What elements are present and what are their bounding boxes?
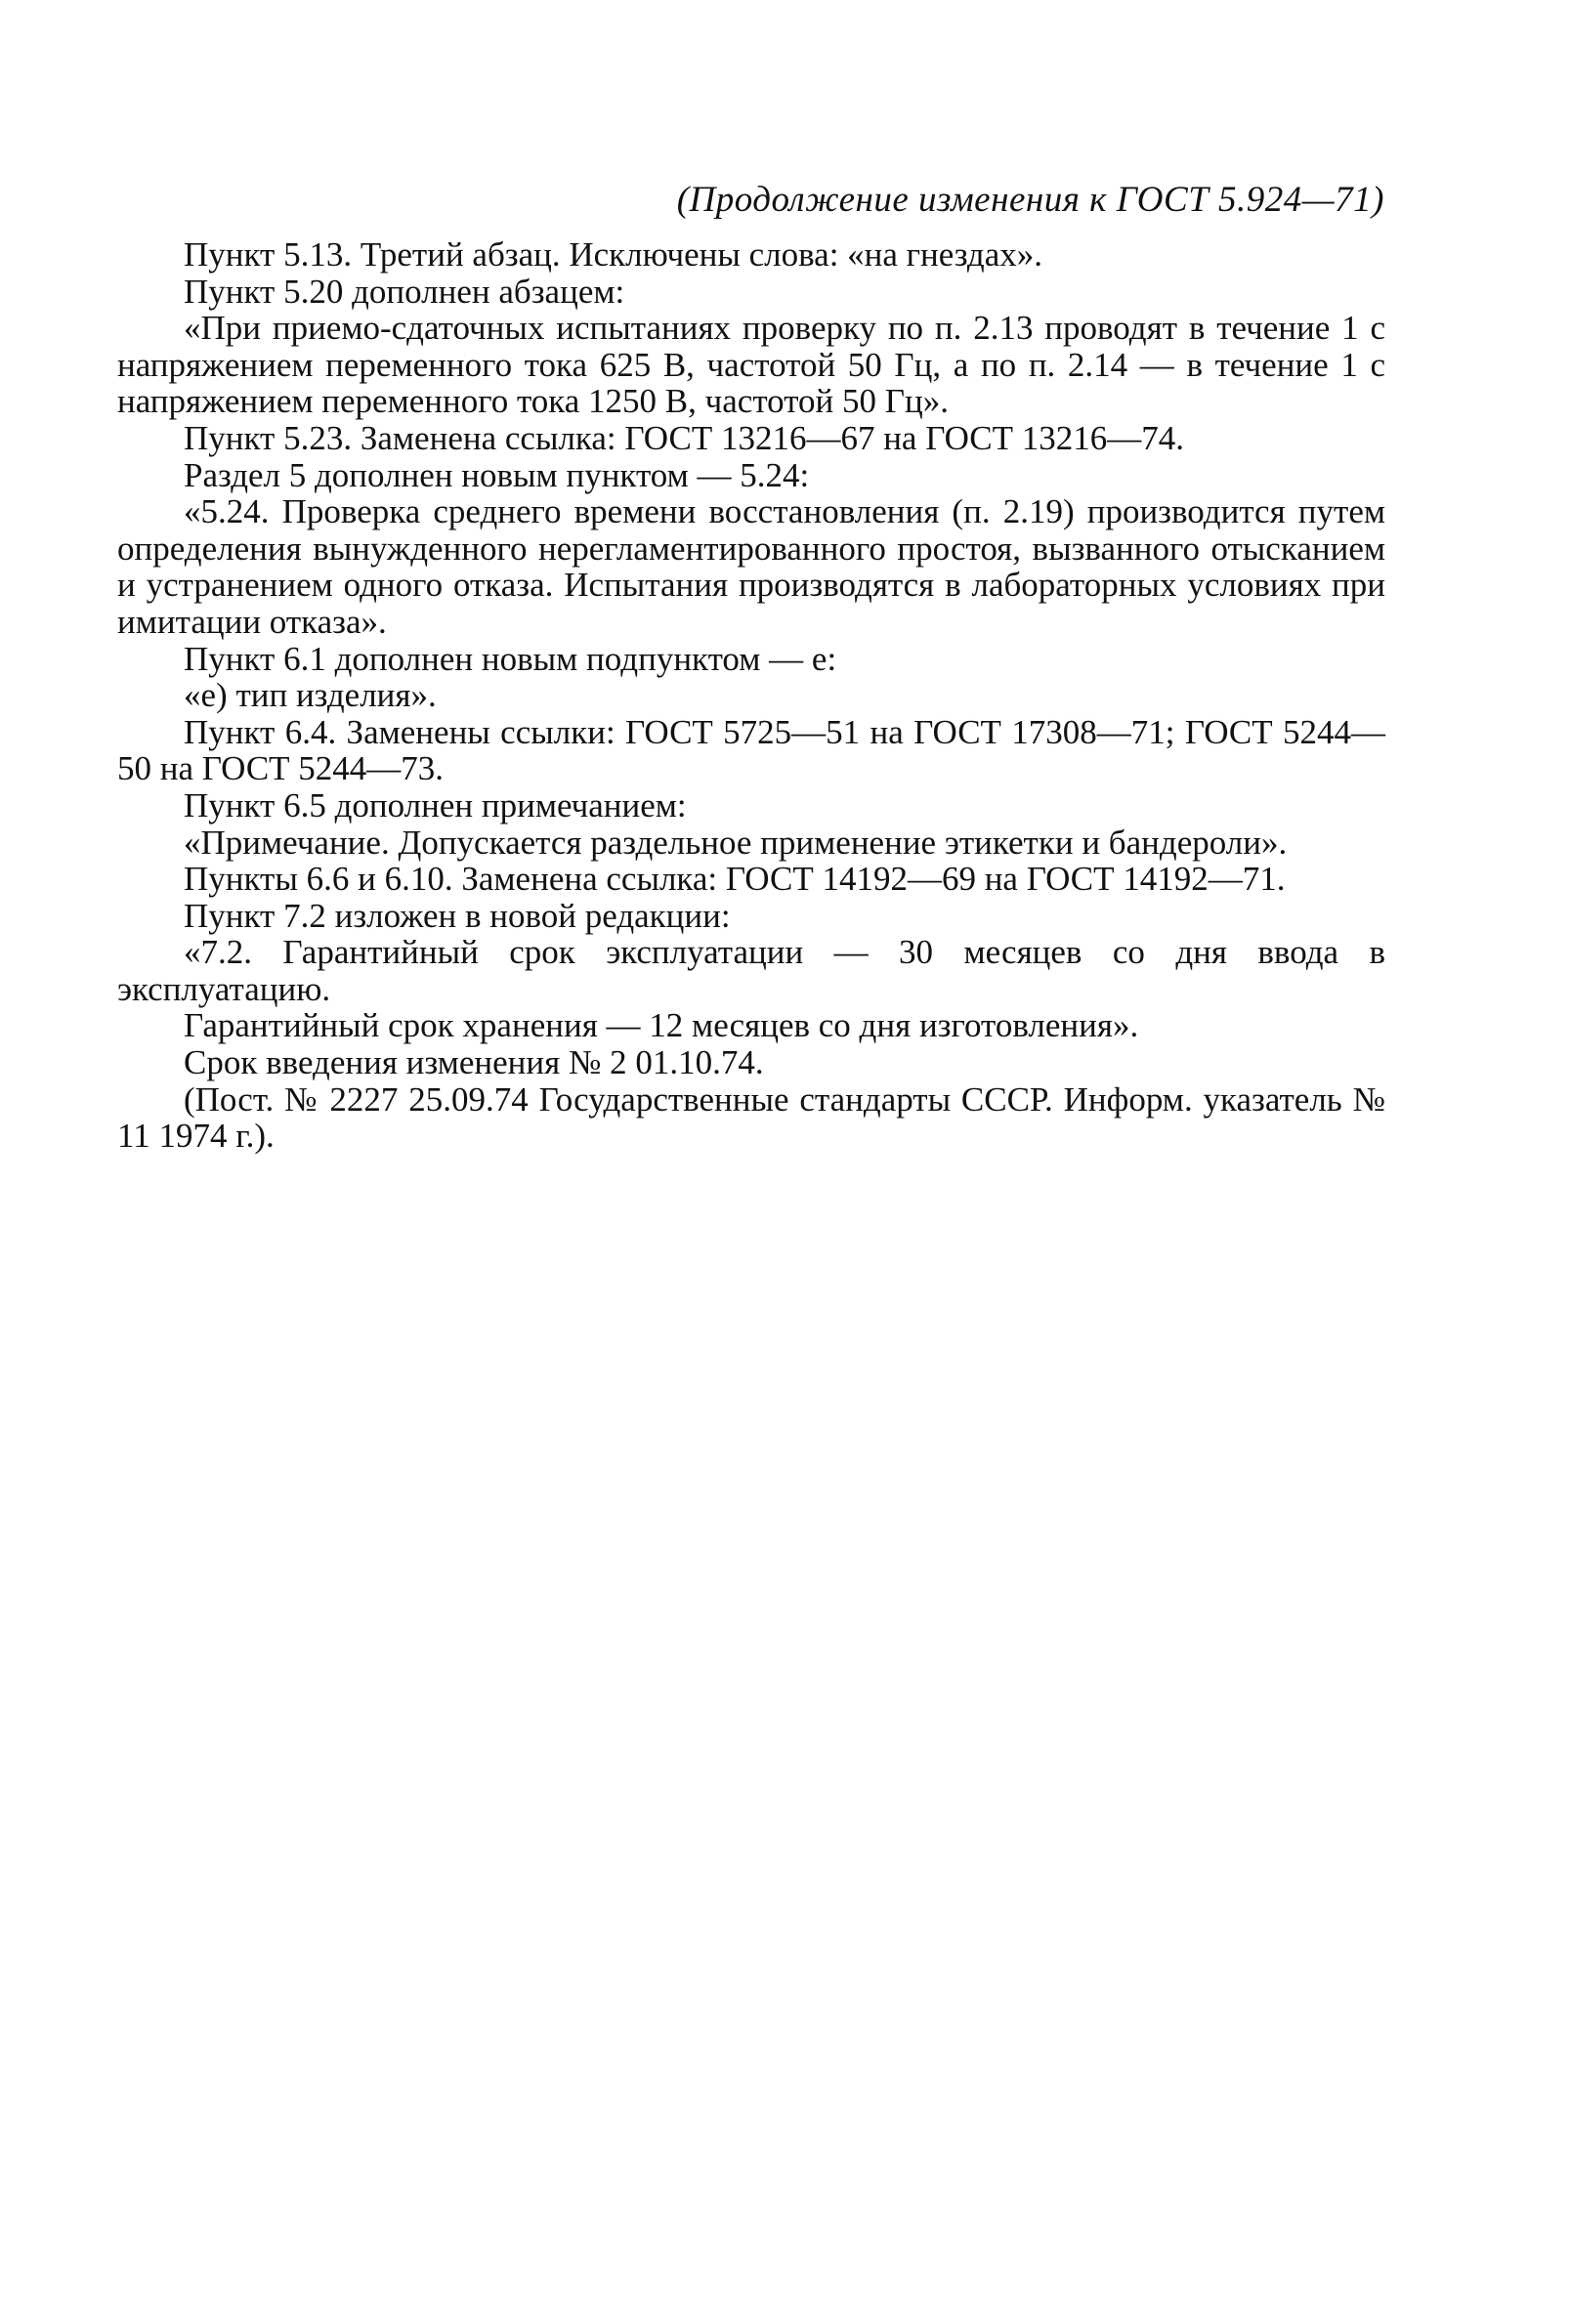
paragraph-storage-warranty: Гарантийный срок хранения — 12 месяцев со дня изготовления». xyxy=(184,1006,1139,1045)
paragraph-6-1: Пункт 6.1 дополнен новым подпунктом — е: xyxy=(184,639,837,678)
paragraph-5-23: Пункт 5.23. Заменена ссылка: ГОСТ 13216—67 на ГОСТ 13216—74. xyxy=(184,418,1185,457)
paragraph-6-5-note: «Примечание. Допускается раздельное применение этикетки и бандероли». xyxy=(184,823,1288,862)
paragraph-5-24-quote: «5.24. Проверка среднего времени восстановления (п. 2.19) производится путем определения вынужденного нерегламентированного простоя, вызванного отысканием и устранением одного отказа. Испытания производятся в лабораторных условиях при имитации отказа». xyxy=(117,492,1385,641)
paragraph-decree-reference: (Пост. № 2227 25.09.74 Государственные стандарты СССР. Информ. указатель № 11 1974 г.). xyxy=(117,1079,1385,1156)
paragraph-6-1-item-e: «е) тип изделия». xyxy=(184,676,437,715)
continuation-header: (Продолжение изменения к ГОСТ 5.924—71) xyxy=(676,180,1384,220)
paragraph-5-20-intro: Пункт 5.20 дополнен абзацем: xyxy=(184,272,625,311)
paragraph-6-6-6-10: Пункты 6.6 и 6.10. Заменена ссылка: ГОСТ 14192—69 на ГОСТ 14192—71. xyxy=(184,860,1286,899)
paragraph-7-2-intro: Пункт 7.2 изложен в новой редакции: xyxy=(184,896,731,935)
paragraph-7-2-quote: «7.2. Гарантийный срок эксплуатации — 30 месяцев со дня ввода в эксплуатацию. xyxy=(117,933,1385,1008)
paragraph-effective-date: Срок введения изменения № 2 01.10.74. xyxy=(184,1043,764,1082)
paragraph-6-4: Пункт 6.4. Заменены ссылки: ГОСТ 5725—51 на ГОСТ 17308—71; ГОСТ 5244—50 на ГОСТ 5244—73. xyxy=(117,712,1385,788)
paragraph-5-13: Пункт 5.13. Третий абзац. Исключены слова: «на гнездах». xyxy=(184,235,1043,274)
paragraph-section-5-addition: Раздел 5 дополнен новым пунктом — 5.24: xyxy=(184,455,810,494)
paragraph-6-5-intro: Пункт 6.5 дополнен примечанием: xyxy=(184,785,687,824)
paragraph-5-20-quote: «При приемо-сдаточных испытаниях проверку по п. 2.13 проводят в течение 1 с напряжением переменного тока 625 В, частотой 50 Гц, а по п. 2.14 — в течение 1 с напряжением переменного тока 1250 В, частотой 50 Гц». xyxy=(117,309,1385,421)
document-body xyxy=(117,236,1385,1155)
